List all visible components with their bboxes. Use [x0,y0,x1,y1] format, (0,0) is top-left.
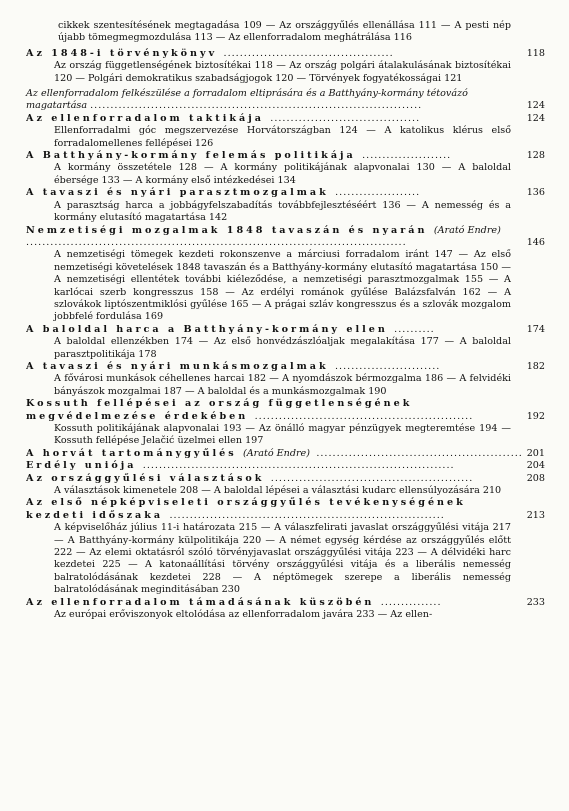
toc-heading-title: Erdély uniója [26,460,137,472]
toc-page-number: 128 [524,150,545,162]
toc-entry-body: A kormány összetétele 128 — A kormány politikájának alapvonalai 130 — A baloldal ébersége 133 — A kormány első intézkedései 134 [54,162,511,186]
toc-heading [26,187,545,199]
toc-entry-body: A képviselőház július 11-i határozata 215 — A válaszfelirati javaslat országgyűlési vitája 217 — A Batthyány-kormány külpolitikája 220 — A német egység kérdése az országgyűlés előtt 222 — Az elemi oktatásról szóló törvényjavaslat országgyűlési vitája 223 — A délvidéki harc kezdetei 225 — A katonaállítási törvény országgyűlési vitája és a liberális nemesség balratolódásának kezdetei 228 — A néptömegek szerepe a liberális nemesség balratolódásának meginditásában 230 [54,522,511,596]
toc-heading [26,497,545,522]
toc-entry [26,597,545,622]
toc-page-number: 118 [524,48,545,60]
toc-heading-title: Az országgyűlési választások [26,472,265,484]
toc-heading-title: Az 1848-i törvénykönyv [26,47,218,59]
toc-entry-body: A választások kimenetele 208 — A baloldal lépései a választási kudarc ellensúlyozására 210 [54,485,502,497]
toc-heading-title: Nemzetiségi mozgalmak 1848 tavaszán és nyarán [26,224,428,236]
toc-entry-body: Az ország függetlenségének biztosítékai 118 — Az ország polgári átalakulásának biztosítékai 120 — Polgári demokratikus szabadságjogok 120 — Törvények fogyatékosságai 121 [54,60,511,84]
toc-entry-body: cikkek szentesítésének megtagadása 109 — Az országgyűlés ellenállása 111 — A pesti nép újabb tömegmegmozdulása 113 — Az ellenforradalom meghátrálása 116 [58,20,511,44]
toc-heading [26,48,545,60]
toc-entry-body: Az európai erőviszonyok eltolódása az ellenforradalom javára 233 — Az ellen- [54,609,433,621]
toc-entry [26,361,545,398]
toc-heading-title: Az ellenforradalom támadásának küszöbén [26,596,375,608]
toc-leader-dots: ...................... [362,150,452,162]
toc-heading [26,597,545,609]
toc-page-number: 201 [524,448,545,460]
toc-entry [26,113,545,150]
toc-heading-title: Kossuth fellépései az ország függetlenségének megvédelmezése érdekében [26,398,413,422]
toc-heading-title: Az ellenforradalom taktikája [26,112,264,124]
toc-leader-dots: ..................... [335,187,421,199]
toc-page-number: 204 [524,460,545,472]
toc-entry [26,473,545,498]
toc-entry-body: A parasztság harca a jobbágyfelszabadítás továbbfejlesztéséért 136 — A nemesség és a kormány elutasító magatartása 142 [54,199,511,224]
toc-leader-dots: ...................................................... [254,410,474,422]
toc-entry-body: A baloldal ellenzékben 174 — Az első honvédzászlóaljak megalakítása 177 — A baloldal parasztpolitikája 178 [54,336,511,360]
toc-heading [26,113,545,125]
toc-heading [26,225,545,250]
toc-heading-title: A baloldal harca a Batthyány-kormány ellen [26,323,388,335]
toc-heading [26,473,545,485]
toc-leader-dots: .......... [394,323,435,335]
toc-heading-title: Az első népképviseleti országgyűlés tevékenységének kezdeti időszaka [26,497,466,521]
toc-page-number: 192 [524,411,545,423]
toc-heading-author: (Arató Endre) [433,224,501,236]
toc-page-number: 174 [524,324,545,336]
toc-entry [26,225,545,324]
toc-heading [26,460,545,472]
toc-page-number: 146 [524,237,545,249]
toc-leader-dots: ............... [380,596,442,608]
toc-heading [26,448,545,460]
toc-entry [26,398,545,448]
toc-entry-continuation [26,20,545,45]
toc-entry [26,324,545,361]
toc-leader-dots: .............................................................................................. [26,236,407,248]
toc-leader-dots: .......................... [335,360,441,372]
toc-page-number: 124 [524,100,545,112]
toc-heading [26,324,545,336]
toc-chapter-heading [26,88,545,113]
toc-entry [26,497,545,596]
toc-leader-dots: ................................................... [316,447,523,459]
toc-leader-dots: .................................................................................. [90,100,423,112]
toc-page-number: 136 [524,187,545,199]
toc-leader-dots: ............................................................................. [142,460,455,472]
toc-entry [26,187,545,224]
toc-heading-title: A tavaszi és nyári munkásmozgalmak [26,360,329,372]
toc-heading-author: (Arató Endre) [242,447,310,459]
toc-entry [26,150,545,187]
toc-page-number: 182 [524,361,545,373]
toc-page-number: 233 [524,597,545,609]
toc-heading [26,361,545,373]
toc-leader-dots: .......................................... [223,47,394,59]
toc-entry-body: A fővárosi munkások céhellenes harcai 182 — A nyomdászok bérmozgalma 186 — A felvidéki bányászok mozgalmai 187 — A baloldal és a munkásmozgalmak 190 [54,373,511,397]
toc-leader-dots: .................................................................... [169,509,445,521]
toc-entry-body: Kossuth politikájának alapvonalai 193 — Az önálló magyar pénzügyek megteremtése 194 — Kossuth fellépése Jelačić üzelmei ellen 197 [54,423,511,447]
toc-heading-title: A Batthyány-kormány felemás politikája [26,150,356,162]
toc-page-number: 208 [524,473,545,485]
toc-heading-title: A tavaszi és nyári parasztmozgalmak [26,187,329,199]
toc-entry [26,460,545,472]
toc-heading-title: A horvát tartománygyűlés [26,447,237,459]
toc-chapter [26,88,545,113]
toc-page-number: 124 [524,113,545,125]
toc-leader-dots: ..................................... [270,112,421,124]
toc-page-number: 213 [524,510,545,522]
toc-heading [26,150,545,162]
toc-entry-body: Ellenforradalmi góc megszervezése Horvátországban 124 — A katolikus klérus első forradalomellenes fellépései 126 [54,125,511,149]
toc-entry [26,448,545,460]
toc-heading [26,398,545,423]
toc-entry [26,48,545,85]
toc-entry-body: A nemzetiségi tömegek kezdeti rokonszenve a márciusi forradalom iránt 147 — Az első nemzetiségi követelések 1848 tavaszán és a Batthyány-kormány elutasító magatartása 150 — A nemzetiségi ellentétek további kiéleződése, a nemzetiségi parasztmozgalmak 155 — A karlócai szerb kongresszus 158 — Az erdélyi románok gyűlése Balázsfalván 162 — A szlovákok liptószentmiklósi gyűlése 165 — A prágai szláv kongresszus és a szlovák mozgalom jobbfelé fordulása 169 [54,249,511,323]
toc-chapter-title: Az ellenforradalom felkészülése a forradalom eltiprására és a Batthyány-kormány tétovázó magatartása [26,88,468,112]
toc-leader-dots: .................................................. [270,472,474,484]
